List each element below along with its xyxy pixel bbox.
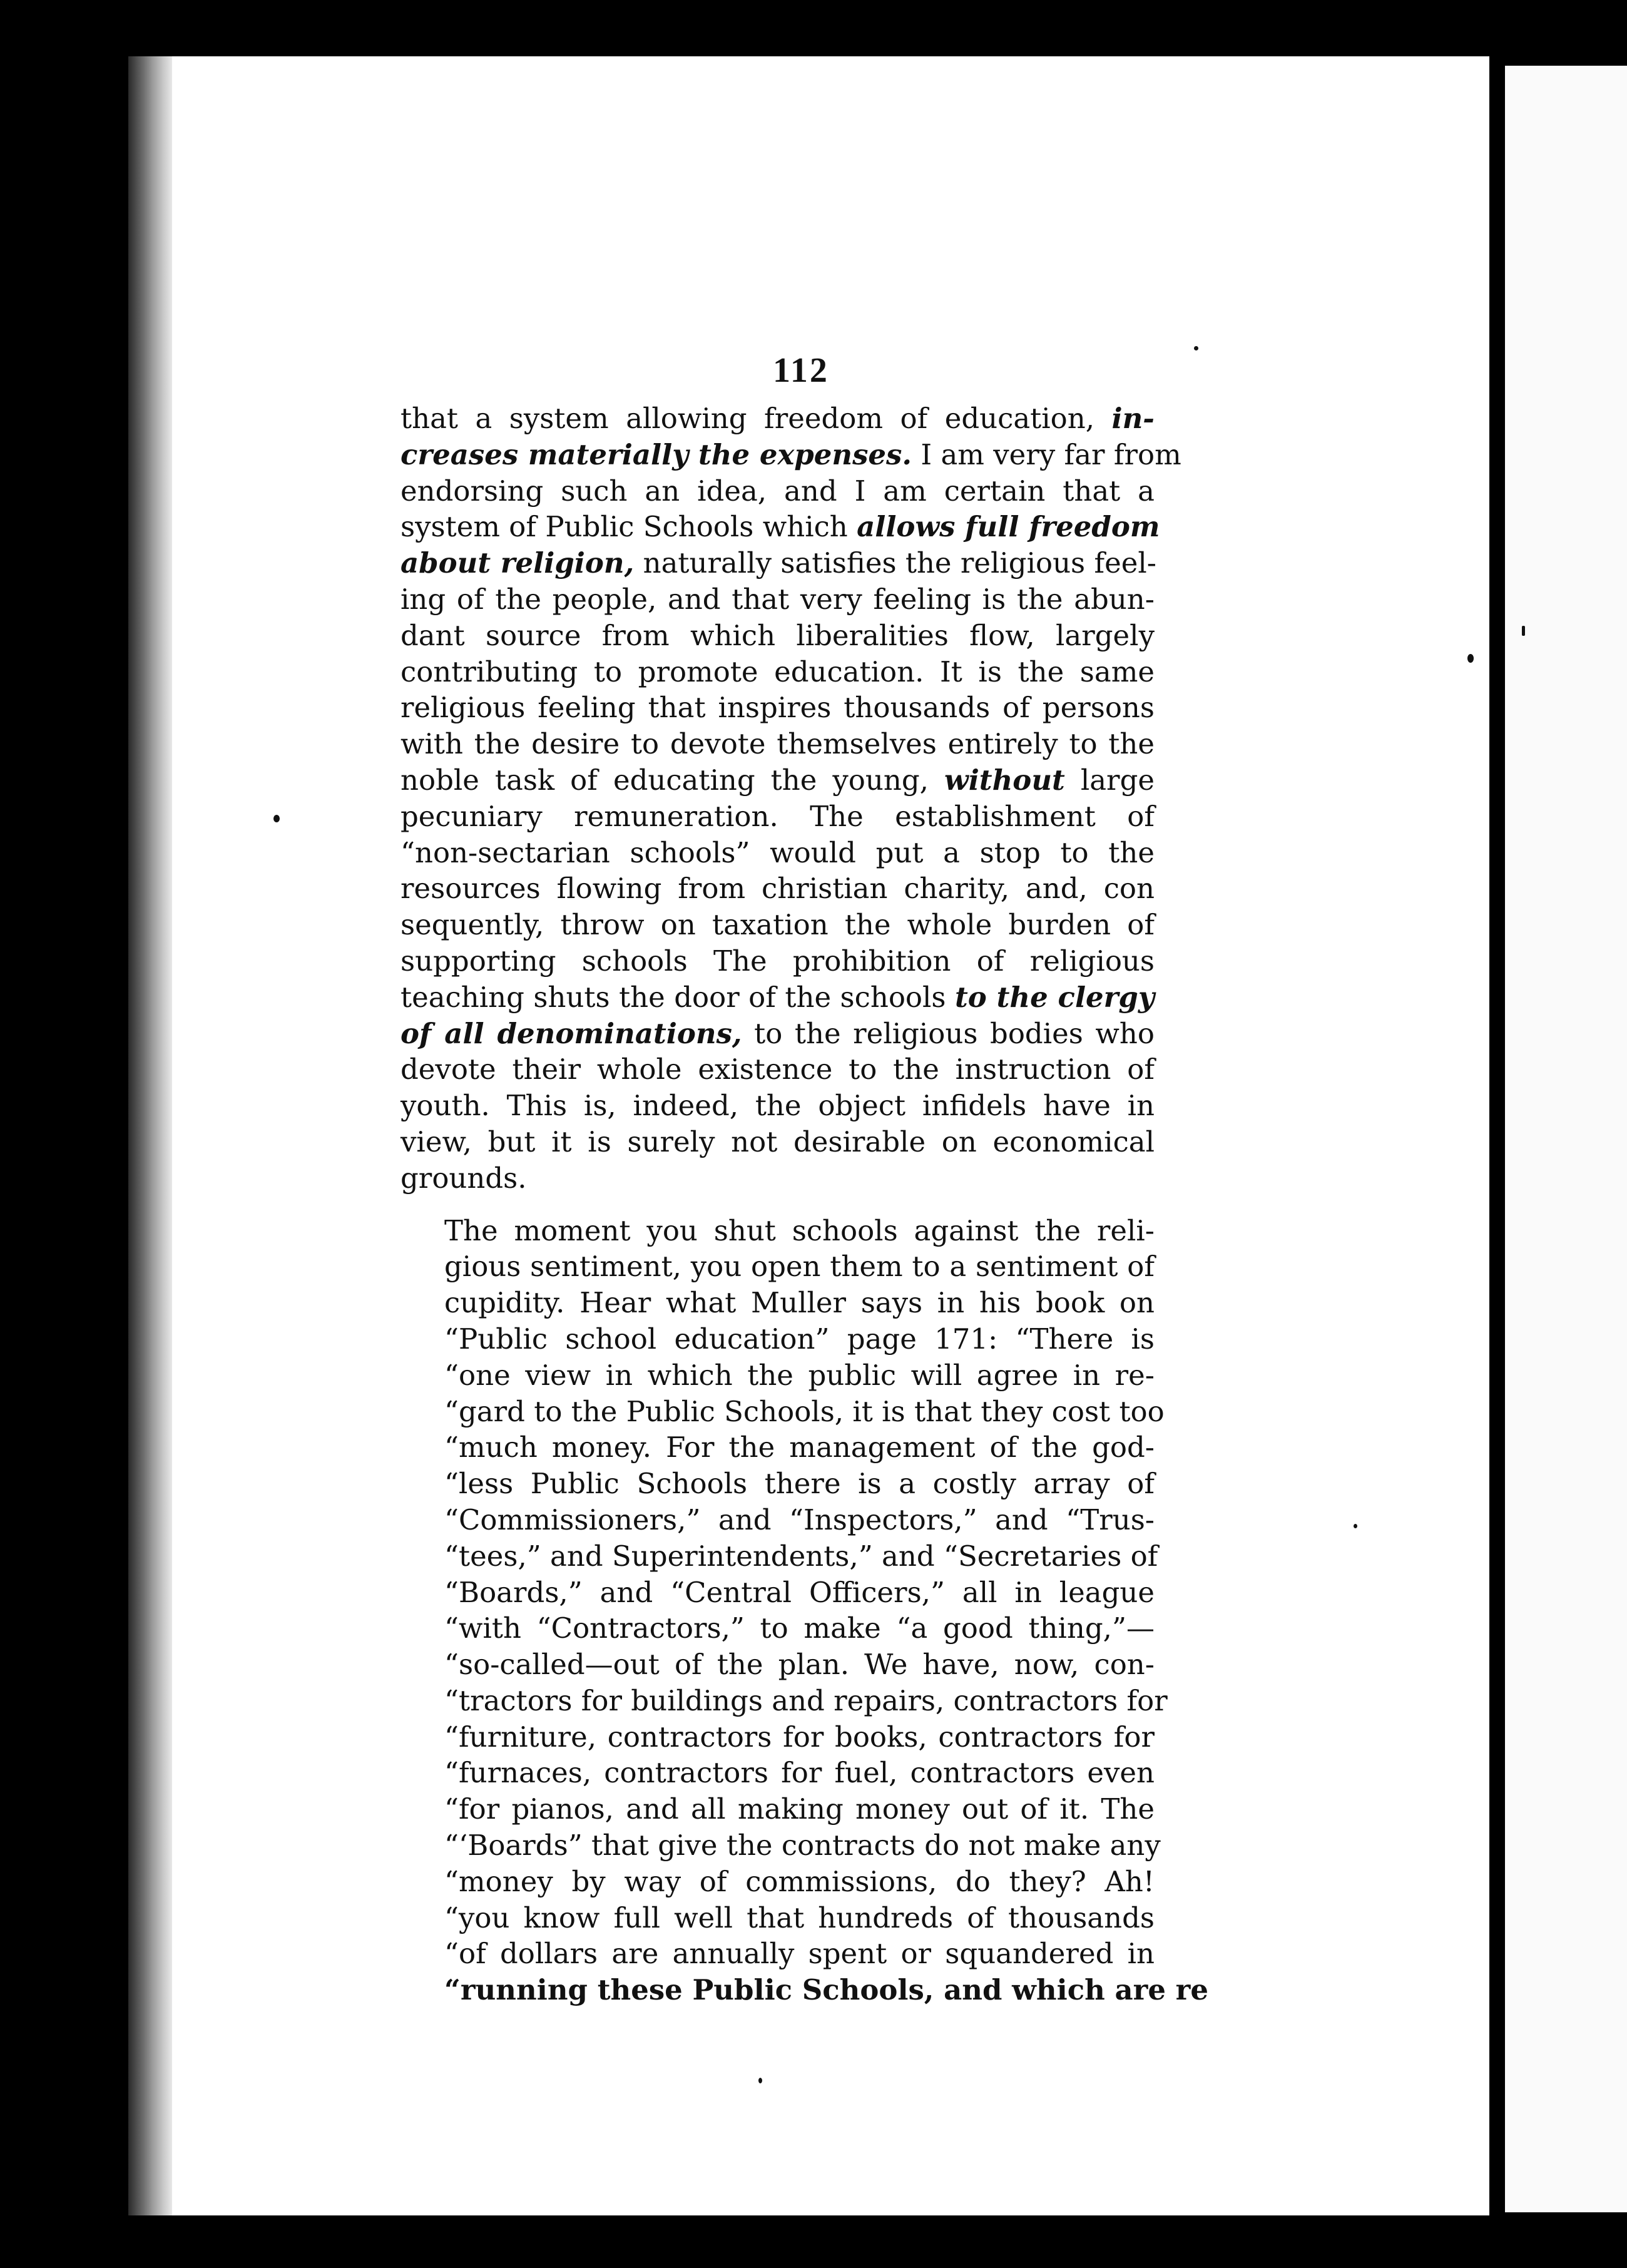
text-segment: creases materially the expenses. — [400, 437, 912, 471]
page-number: 112 — [773, 351, 829, 390]
text-segment: of all denominations, — [400, 1016, 742, 1050]
text-line: “so-called—out of the plan. We have, now, con- — [444, 1648, 1155, 1682]
text-line: The moment you shut schools against the reli- — [444, 1213, 1155, 1247]
text-line: “gard to the Public Schools, it is that they cost too — [444, 1394, 1165, 1428]
text-segment: endorsing such an idea, and I am certain that a — [400, 474, 1155, 508]
text-line — [400, 473, 1155, 509]
text-line: “much money. For the management of the god- — [444, 1431, 1155, 1464]
text-segment: noble task of educating the young, — [400, 763, 944, 797]
text-line: “tees,” and Superintendents,” and “Secretaries of — [444, 1539, 1158, 1573]
text-segment: I am very far from — [912, 437, 1181, 471]
text-segment: “non-sectarian schools” would put a stop to the — [400, 835, 1155, 869]
text-segment: to the religious bodies who — [742, 1016, 1155, 1050]
scan-speck — [1522, 626, 1525, 636]
text-segment: supporting schools The prohibition of religious — [400, 944, 1155, 978]
text-line — [400, 943, 1155, 979]
text-segment: large — [1064, 763, 1155, 797]
text-line — [400, 1016, 1155, 1052]
text-segment: contributing to promote education. It is the same — [400, 655, 1155, 688]
text-line: “less Public Schools there is a costly array of — [444, 1467, 1155, 1501]
text-line: “running these Public Schools, and which are re — [444, 1973, 1208, 2007]
text-line: cupidity. Hear what Muller says in his book on — [444, 1286, 1155, 1320]
text-line — [400, 581, 1155, 618]
text-line — [400, 762, 1155, 799]
text-line — [400, 401, 1155, 437]
text-line — [400, 654, 1155, 690]
text-line — [400, 437, 1181, 473]
adjacent-page-edge — [1505, 66, 1627, 2212]
text-segment: view, but it is surely not desirable on economical — [400, 1125, 1155, 1158]
scan-speck — [273, 815, 280, 822]
text-segment: about religion, — [400, 546, 635, 580]
text-segment: resources flowing from christian charity, and, con — [400, 872, 1155, 906]
text-segment: grounds. — [400, 1161, 527, 1195]
text-line — [400, 618, 1155, 654]
text-line: “Boards,” and “Central Officers,” all in league — [444, 1575, 1155, 1609]
scan-speck — [758, 2078, 762, 2083]
text-segment: allows full freedom — [857, 510, 1160, 544]
text-line: gious sentiment, you open them to a sentiment of — [444, 1250, 1155, 1284]
text-line — [400, 690, 1155, 726]
scan-speck — [1194, 346, 1198, 350]
text-line: “with “Contractors,” to make “a good thing,”— — [444, 1612, 1155, 1645]
text-line — [400, 979, 1155, 1016]
text-line — [400, 726, 1155, 762]
text-line — [400, 509, 1160, 545]
book-spine — [128, 56, 172, 2215]
text-segment: with the desire to devote themselves entirely to the — [400, 727, 1155, 761]
text-line: “you know full well that hundreds of thousands — [444, 1901, 1155, 1934]
text-line — [400, 1088, 1155, 1124]
text-segment: teaching shuts the door of the schools — [400, 980, 955, 1014]
scan-speck — [1467, 654, 1474, 663]
text-segment: sequently, throw on taxation the whole burden of — [400, 908, 1155, 942]
body-text — [400, 341, 1208, 2008]
text-line — [400, 799, 1155, 835]
text-segment: religious feeling that inspires thousands of persons — [400, 691, 1155, 725]
text-line — [400, 545, 1155, 581]
text-segment: pecuniary remuneration. The establishment of — [400, 799, 1155, 833]
text-segment: without — [944, 763, 1065, 797]
text-segment: dant source from which liberalities flow, largely — [400, 618, 1155, 652]
text-segment: devote their whole existence to the instruction of — [400, 1053, 1155, 1086]
text-line: “‘Boards” that give the contracts do not make any — [444, 1829, 1161, 1862]
text-line — [400, 835, 1155, 871]
text-line: “tractors for buildings and repairs, contractors for — [444, 1683, 1168, 1717]
text-segment: system of Public Schools which — [400, 510, 857, 544]
text-segment: that a system allowing freedom of education, — [400, 402, 1112, 435]
text-line: “furniture, contractors for books, contractors for — [444, 1720, 1155, 1754]
text-line: “Commissioners,” and “Inspectors,” and “Trus- — [444, 1503, 1155, 1536]
text-segment: ing of the people, and that very feeling is the abun- — [400, 582, 1155, 616]
text-line — [400, 1160, 1155, 1197]
text-line — [400, 907, 1155, 943]
text-line: “one view in which the public will agree in re- — [444, 1358, 1155, 1392]
text-segment: in- — [1111, 402, 1155, 435]
text-line: “Public school education” page 171: “There is — [444, 1322, 1155, 1356]
text-line: “money by way of commissions, do they? Ah! — [444, 1864, 1155, 1898]
text-segment: naturally satisfies the religious feel- — [634, 546, 1156, 580]
scan-speck — [1354, 1524, 1357, 1528]
text-segment: youth. This is, indeed, the object infidels have in — [400, 1089, 1155, 1123]
text-line: “for pianos, and all making money out of it. The — [444, 1792, 1155, 1826]
text-line: “furnaces, contractors for fuel, contractors even — [444, 1756, 1155, 1790]
text-line — [400, 1124, 1155, 1160]
text-line — [400, 871, 1155, 907]
text-line — [400, 1051, 1155, 1088]
paragraph-1 — [400, 401, 1181, 1197]
text-segment: to the clergy — [954, 980, 1155, 1014]
paragraph-2 — [400, 1213, 1208, 2009]
text-line: “of dollars are annually spent or squandered in — [444, 1937, 1155, 1971]
